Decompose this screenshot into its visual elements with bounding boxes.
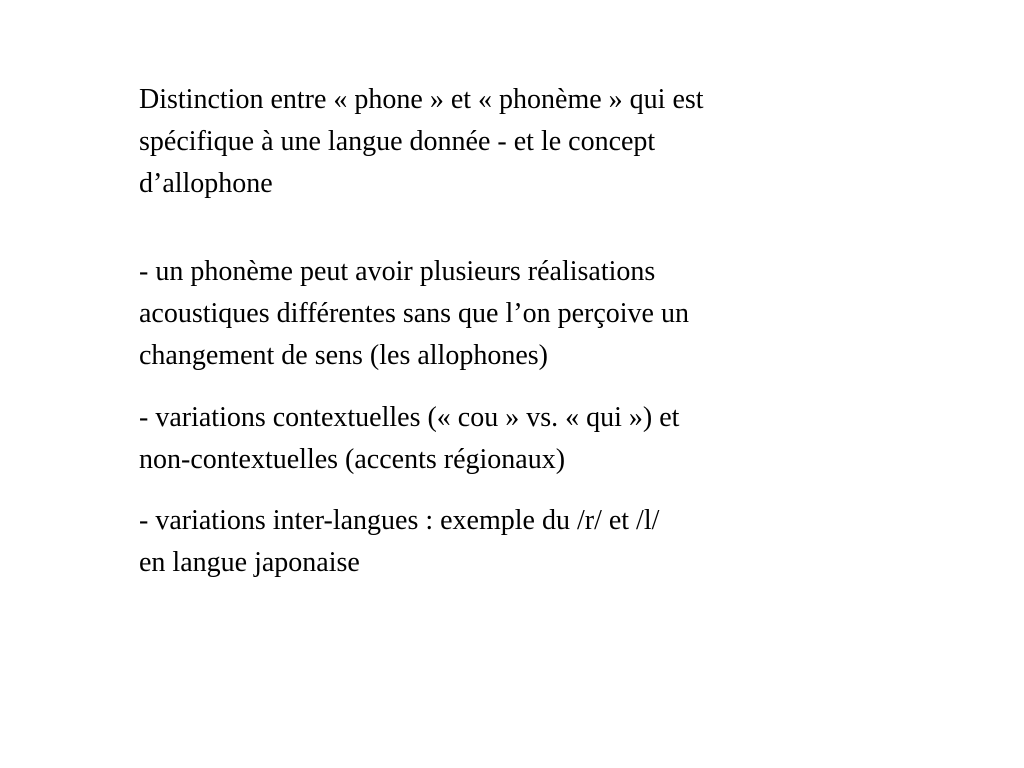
bullet-allophones	[139, 251, 689, 377]
intro-line: d’allophone	[139, 168, 273, 199]
intro-line: spécifique à une langue donnée - et le concept	[139, 126, 656, 157]
bullet-line: - un phonème peut avoir plusieurs réalisations	[139, 256, 656, 287]
bullet-line: acoustiques différentes sans que l’on perçoive un	[139, 298, 689, 329]
bullet-contextual-variations	[139, 397, 679, 481]
bullet-line: - variations inter-langues : exemple du /r/ et /l/	[139, 505, 660, 536]
bullet-inter-language-variations	[139, 500, 659, 584]
bullet-line: - variations contextuelles (« cou » vs. « qui ») et	[139, 402, 680, 433]
intro-line: Distinction entre « phone » et « phonème » qui est	[139, 84, 704, 115]
bullet-line: non-contextuelles (accents régionaux)	[139, 444, 566, 475]
bullet-line: changement de sens (les allophones)	[139, 340, 548, 371]
intro-paragraph	[139, 79, 704, 205]
bullet-line: en langue japonaise	[139, 547, 360, 578]
